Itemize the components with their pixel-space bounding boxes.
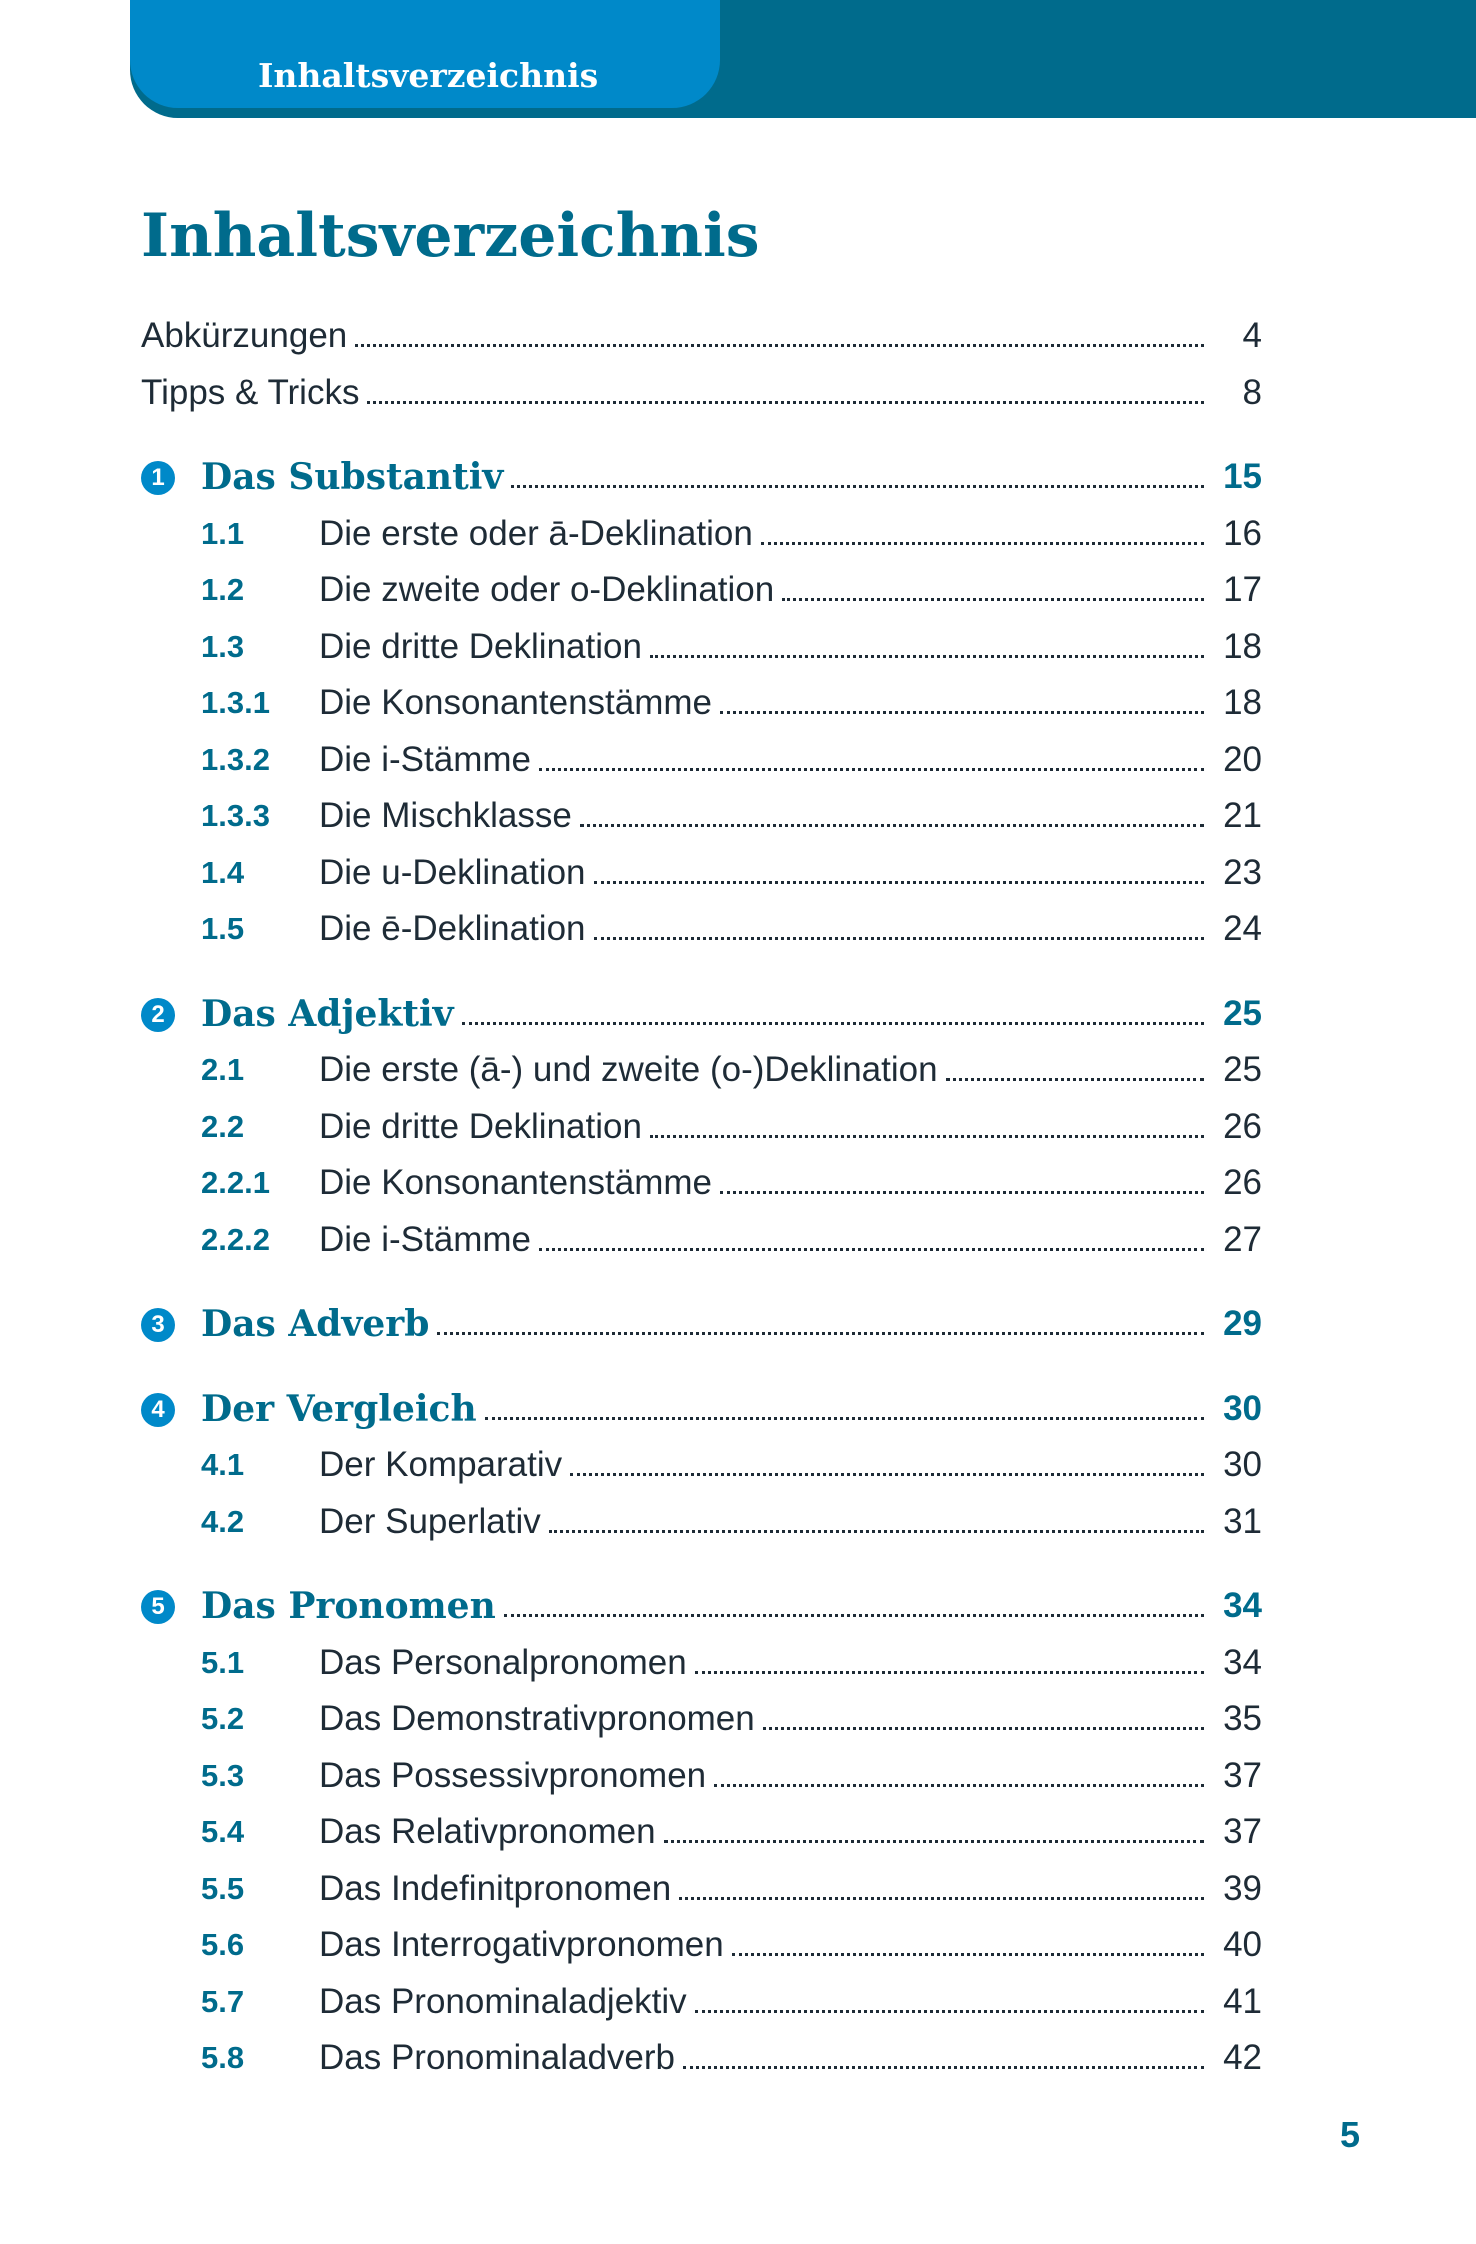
dot-leader: [580, 824, 1204, 827]
toc-section-row[interactable]: [141, 790, 1262, 838]
toc-entry-title: Das Pronomen: [201, 1585, 496, 1627]
section-number: 1.3.2: [201, 741, 270, 777]
toc-entry-page: 42: [1223, 2038, 1262, 2077]
toc-entry-title: Das Pronominaladjektiv: [319, 1981, 687, 2021]
toc-entry-title: Das Demonstrativpronomen: [319, 1699, 755, 1738]
section-number: 1.3.1: [201, 685, 270, 720]
toc-entry-page: 37: [1223, 1755, 1262, 1795]
toc-entry-title: Der Komparativ: [319, 1445, 563, 1484]
toc-entry-page: 8: [1242, 372, 1262, 412]
toc-entry-title: Der Vergleich: [201, 1387, 477, 1430]
section-number: 2.2: [201, 1108, 245, 1144]
toc-entry-page: 24: [1223, 909, 1262, 948]
dot-leader: [664, 1840, 1204, 1843]
toc-entry-page: 25: [1223, 1050, 1262, 1089]
toc-chapter-row[interactable]: [141, 1383, 1262, 1431]
toc-entry-page: 31: [1223, 1501, 1262, 1541]
toc-entry-title: Die zweite oder o-Deklination: [319, 570, 775, 609]
dot-leader: [679, 1897, 1204, 1900]
section-number: 1.1: [201, 515, 245, 551]
chapter-number-badge: 4: [141, 1393, 175, 1427]
dot-leader: [782, 598, 1204, 601]
toc-entry-title: Die Konsonantenstämme: [319, 1163, 712, 1202]
dot-leader: [594, 937, 1204, 940]
toc-entry-title: Das Possessivpronomen: [319, 1755, 707, 1795]
section-number: 1.5: [201, 911, 245, 946]
toc-entry-title: Die u-Deklination: [319, 852, 586, 892]
section-number: 1.3: [201, 628, 245, 664]
toc-entry-title: Das Personalpronomen: [319, 1642, 687, 1682]
toc-entry-page: 26: [1223, 1106, 1262, 1146]
dot-leader: [946, 1078, 1204, 1081]
toc-chapter-row[interactable]: [141, 1580, 1262, 1628]
toc-entry-page: 4: [1242, 316, 1262, 355]
section-number: 1.3.3: [201, 798, 270, 833]
dot-leader: [355, 344, 1204, 347]
toc-section-row[interactable]: [141, 2032, 1262, 2080]
toc-entry-page: 35: [1223, 1699, 1262, 1738]
dot-leader: [570, 1473, 1204, 1476]
toc-entry-page: 18: [1223, 683, 1262, 722]
toc-entry-title: Die Mischklasse: [319, 796, 572, 835]
toc-entry-title: Die Konsonantenstämme: [319, 683, 712, 722]
chapter-number-badge: 2: [141, 998, 175, 1032]
toc-entry-title: Die erste oder ā-Deklination: [319, 513, 753, 553]
dot-leader: [549, 1530, 1204, 1533]
toc-entry-page: 23: [1223, 852, 1262, 892]
toc-entry-page: 26: [1223, 1163, 1262, 1202]
dot-leader: [511, 485, 1204, 488]
toc-section-row[interactable]: [141, 1863, 1262, 1911]
section-number: 1.4: [201, 854, 245, 890]
header-tab-label: Inhaltsverzeichnis: [258, 56, 599, 95]
toc-entry-title: Das Substantiv: [201, 456, 504, 498]
section-number: 5.1: [201, 1644, 245, 1680]
toc-entry-page: 30: [1223, 1445, 1262, 1484]
section-number: 5.7: [201, 1983, 245, 2019]
toc-entry-title: Das Adjektiv: [201, 992, 454, 1035]
toc-entry-page: 20: [1223, 739, 1262, 779]
toc-entry-page: 40: [1223, 1925, 1262, 1964]
toc-section-row[interactable]: [141, 1976, 1262, 2024]
toc-row[interactable]: [141, 367, 1262, 415]
toc-section-row[interactable]: [141, 1637, 1262, 1685]
toc-section-row[interactable]: [141, 1439, 1262, 1487]
toc-section-row[interactable]: [141, 1919, 1262, 1967]
toc-entry-page: 29: [1223, 1304, 1262, 1343]
section-number: 5.5: [201, 1870, 245, 1906]
chapter-number-badge: 5: [141, 1590, 175, 1624]
toc-entry-page: 34: [1223, 1586, 1262, 1625]
chapter-number-badge: 1: [141, 461, 175, 495]
page-number: 5: [1340, 2114, 1361, 2155]
toc-entry-page: 30: [1223, 1388, 1262, 1428]
section-number: 2.2.1: [201, 1165, 270, 1200]
dot-leader: [485, 1417, 1204, 1420]
dot-leader: [594, 881, 1204, 884]
toc-entry-title: Die i-Stämme: [319, 739, 531, 779]
toc-entry-page: 27: [1223, 1219, 1262, 1259]
dot-leader: [367, 401, 1204, 404]
toc-entry-title: Das Interrogativpronomen: [319, 1925, 724, 1964]
toc-section-row[interactable]: [141, 1750, 1262, 1798]
toc-section-row[interactable]: [141, 734, 1262, 782]
toc-entry-page: 15: [1223, 457, 1262, 496]
dot-leader: [539, 768, 1204, 771]
toc-entry-title: Die ē-Deklination: [319, 909, 586, 948]
dot-leader: [763, 1727, 1204, 1730]
dot-leader: [720, 1191, 1204, 1194]
toc-entry-page: 39: [1223, 1868, 1262, 1908]
toc-section-row[interactable]: [141, 847, 1262, 895]
dot-leader: [504, 1614, 1204, 1617]
toc-chapter-row[interactable]: [141, 988, 1262, 1036]
toc-entry-title: Die dritte Deklination: [319, 626, 642, 666]
toc-entry-page: 16: [1223, 513, 1262, 553]
dot-leader: [714, 1784, 1204, 1787]
toc-row[interactable]: [141, 310, 1262, 358]
dot-leader: [695, 2010, 1204, 2013]
toc-section-row[interactable]: [141, 1044, 1262, 1092]
toc-section-row[interactable]: [141, 621, 1262, 669]
dot-leader: [650, 1135, 1204, 1138]
section-number: 5.6: [201, 1927, 245, 1962]
toc-entry-title: Das Relativpronomen: [319, 1812, 656, 1851]
section-number: 2.1: [201, 1052, 245, 1087]
dot-leader: [650, 655, 1204, 658]
dot-leader: [695, 1671, 1204, 1674]
page-title: Inhaltsverzeichnis: [141, 201, 760, 271]
toc-section-row[interactable]: [141, 1101, 1262, 1149]
toc-entry-page: 21: [1223, 796, 1262, 835]
toc-entry-title: Die dritte Deklination: [319, 1106, 642, 1146]
toc-entry-page: 41: [1223, 1981, 1262, 2021]
toc-section-row[interactable]: [141, 564, 1262, 612]
section-number: 4.1: [201, 1447, 245, 1482]
toc-entry-page: 18: [1223, 626, 1262, 666]
toc-section-row[interactable]: [141, 508, 1262, 556]
dot-leader: [539, 1248, 1204, 1251]
toc-entry-title: Die i-Stämme: [319, 1219, 531, 1259]
toc-entry-page: 37: [1223, 1812, 1262, 1851]
section-number: 5.2: [201, 1701, 245, 1736]
toc-entry-page: 25: [1223, 993, 1262, 1033]
dot-leader: [761, 542, 1204, 545]
toc-entry-title: Die erste (ā-) und zweite (o-)Deklination: [319, 1050, 938, 1089]
toc-entry-title: Das Pronominaladverb: [319, 2038, 676, 2077]
section-number: 2.2.2: [201, 1221, 270, 1257]
toc-chapter-row[interactable]: [141, 451, 1262, 499]
section-number: 5.8: [201, 2040, 245, 2075]
dot-leader: [720, 711, 1204, 714]
toc-entry-title: Der Superlativ: [319, 1501, 541, 1541]
toc-section-row[interactable]: [141, 677, 1262, 725]
toc-entry-title: Das Adverb: [201, 1303, 430, 1345]
toc-entry-title: Tipps & Tricks: [141, 372, 360, 412]
chapter-number-badge: 3: [141, 1308, 175, 1342]
dot-leader: [683, 2066, 1204, 2069]
dot-leader: [732, 1953, 1204, 1956]
toc-entry-page: 17: [1223, 570, 1262, 609]
toc-entry-title: Abkürzungen: [141, 316, 348, 355]
section-number: 5.4: [201, 1814, 245, 1849]
toc-section-row[interactable]: [141, 1806, 1262, 1854]
toc-chapter-row[interactable]: [141, 1298, 1262, 1346]
dot-leader: [437, 1332, 1204, 1335]
toc-section-row[interactable]: [141, 1157, 1262, 1205]
section-number: 4.2: [201, 1503, 245, 1539]
section-number: 1.2: [201, 572, 245, 607]
toc-section-row[interactable]: [141, 903, 1262, 951]
toc-entry-page: 34: [1223, 1642, 1262, 1682]
toc-section-row[interactable]: [141, 1496, 1262, 1544]
section-number: 5.3: [201, 1757, 245, 1793]
toc-entry-title: Das Indefinitpronomen: [319, 1868, 672, 1908]
toc-section-row[interactable]: [141, 1693, 1262, 1741]
dot-leader: [462, 1022, 1204, 1025]
toc-section-row[interactable]: [141, 1214, 1262, 1262]
